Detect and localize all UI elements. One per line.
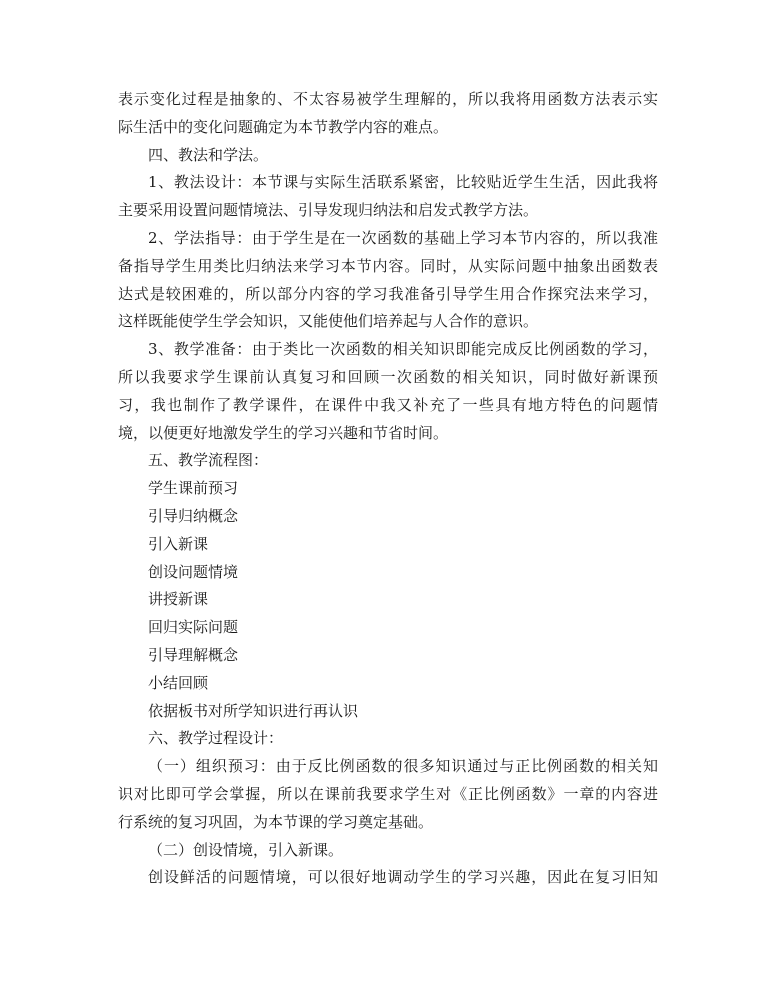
paragraph-line: 境，以便更好地激发学生的学习兴趣和节省时间。 [118, 423, 449, 442]
section-heading: 五、教学流程图： [148, 451, 269, 470]
document-page [118, 86, 658, 892]
flow-step: 回归实际问题 [148, 618, 239, 637]
flow-step: 小结回顾 [148, 673, 209, 692]
flow-step: 依据板书对所学知识进行再认识 [148, 701, 359, 720]
paragraph-line: 主要采用设置问题情境法、引导发现归纳法和启发式教学方法。 [118, 201, 539, 220]
flow-step: 引导归纳概念 [148, 506, 239, 525]
paragraph-line: 识对比即可学会掌握，所以在课前我要求学生对《正比例函数》一章的内容进 [118, 784, 658, 803]
paragraph-line: 所以我要求学生课前认真复习和回顾一次函数的相关知识，同时做好新课预 [118, 367, 658, 386]
subsection-heading: （二）创设情境，引入新课。 [148, 840, 344, 859]
paragraph-line: 表示变化过程是抽象的、不太容易被学生理解的，所以我将用函数方法表示实 [118, 90, 658, 108]
paragraph-line: 创设鲜活的问题情境，可以很好地调动学生的学习兴趣，因此在复习旧知 [148, 868, 658, 887]
flow-step: 引导理解概念 [148, 645, 239, 664]
paragraph-line: 2、学法指导：由于学生是在一次函数的基础上学习本节内容的，所以我准 [148, 228, 658, 247]
paragraph-line: （一）组织预习：由于反比例函数的很多知识通过与正比例函数的相关知 [148, 757, 658, 776]
paragraph-line: 1、教法设计：本节课与实际生活联系紧密，比较贴近学生生活，因此我将 [148, 173, 658, 192]
flow-step: 创设问题情境 [148, 562, 239, 581]
flow-step: 学生课前预习 [148, 479, 239, 498]
paragraph-line: 3、教学准备：由于类比一次函数的相关知识即能完成反比例函数的学习， [148, 340, 658, 359]
section-heading: 六、教学过程设计： [148, 729, 284, 748]
section-heading: 四、教法和学法。 [148, 145, 269, 164]
paragraph-line: 行系统的复习巩固，为本节课的学习奠定基础。 [118, 812, 434, 831]
paragraph-line: 达式是较困难的，所以部分内容的学习我准备引导学生用合作探究法来学习， [118, 284, 658, 303]
paragraph-line: 际生活中的变化问题确定为本节教学内容的难点。 [118, 117, 449, 136]
paragraph-line: 习，我也制作了教学课件，在课件中我又补充了一些具有地方特色的问题情 [118, 395, 658, 414]
paragraph-line: 备指导学生用类比归纳法来学习本节内容。同时，从实际问题中抽象出函数表 [118, 256, 658, 275]
paragraph-line: 这样既能使学生学会知识，又能使他们培养起与人合作的意识。 [118, 312, 539, 331]
flow-step: 讲授新课 [148, 590, 209, 609]
flow-step: 引入新课 [148, 534, 209, 553]
